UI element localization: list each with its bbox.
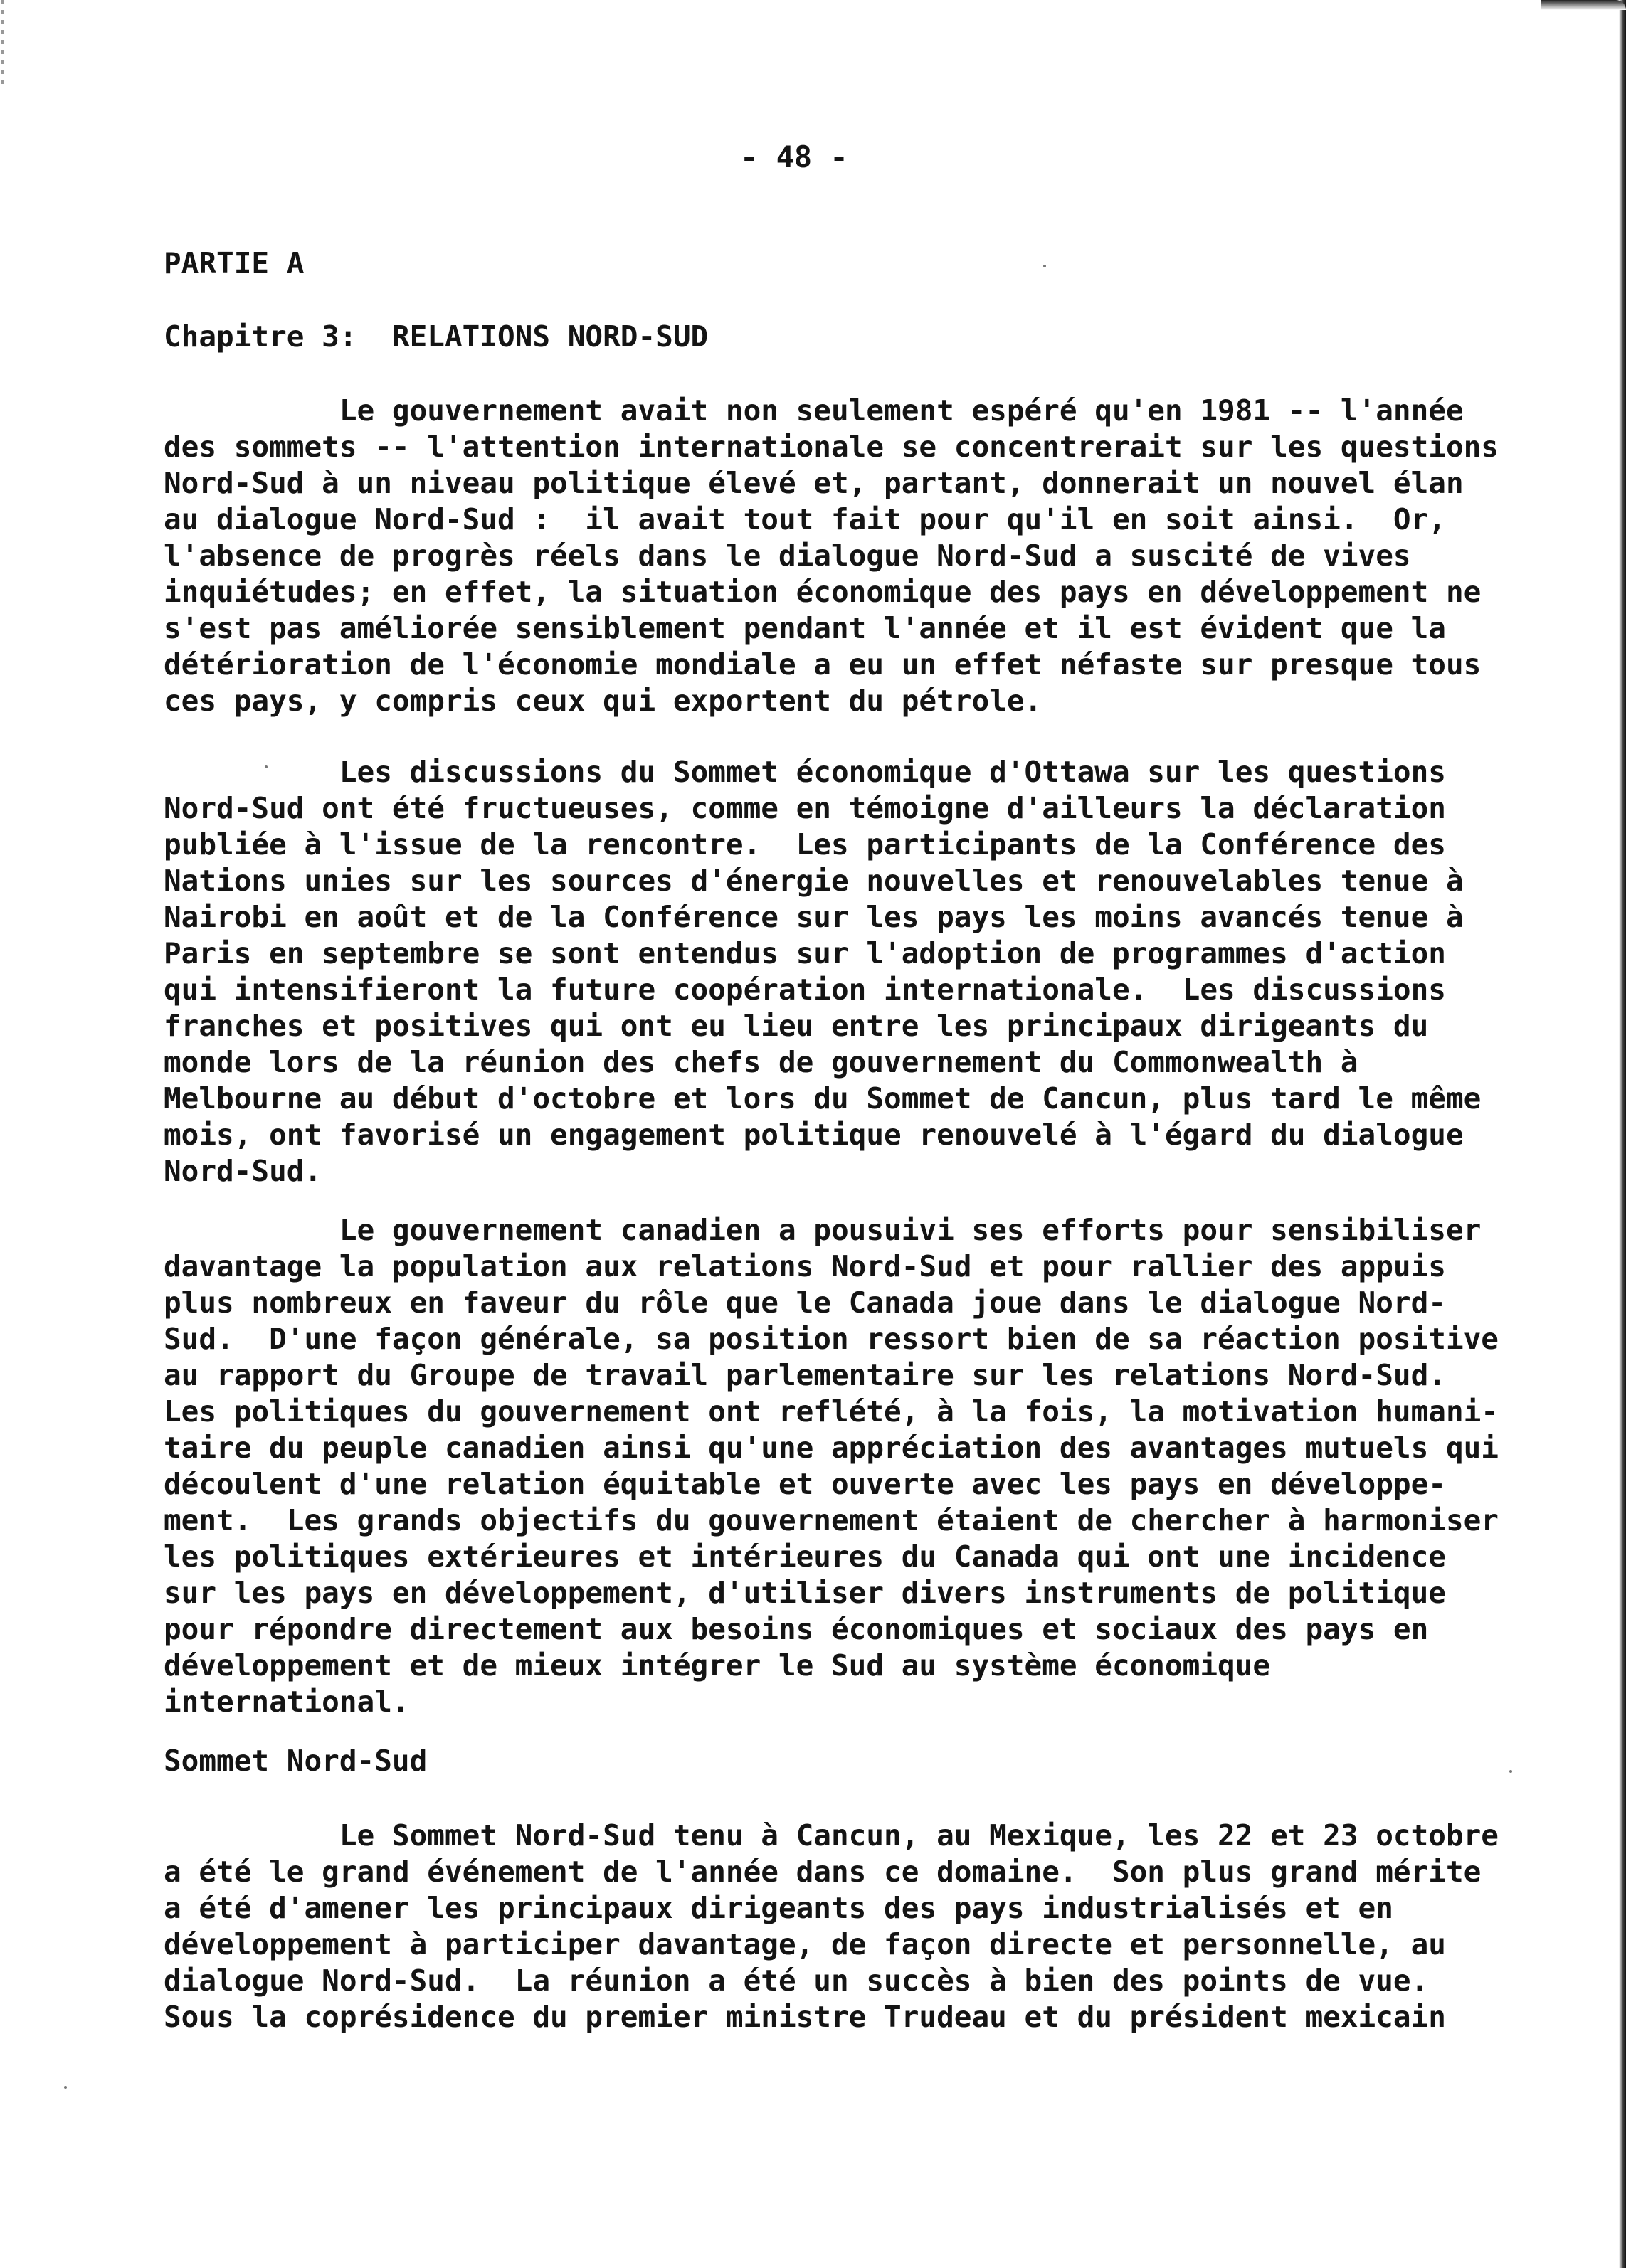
text-line: Nairobi en août et de la Conférence sur les pays les moins avancés tenue à [164, 900, 1464, 934]
text-line: détérioration de l'économie mondiale a eu un effet néfaste sur presque tous [164, 647, 1482, 682]
scan-corner-shadow [1541, 0, 1626, 10]
text-line: davantage la population aux relations Nord-Sud et pour rallier des appuis [164, 1249, 1446, 1283]
text-line: sur les pays en développement, d'utiliser divers instruments de politique [164, 1576, 1446, 1610]
paragraph-3 [164, 1212, 1509, 1720]
text-line: s'est pas améliorée sensiblement pendant l'année et il est évident que la [164, 611, 1446, 645]
text-line: Paris en septembre se sont entendus sur l'adoption de programmes d'action [164, 936, 1446, 970]
text-line: Les discussions du Sommet économique d'Ottawa sur les questions [164, 755, 1446, 789]
scan-speck [64, 2086, 67, 2089]
text-line: Sud. D'une façon générale, sa position ressort bien de sa réaction positive [164, 1322, 1499, 1356]
text-line: Nord-Sud ont été fructueuses, comme en témoigne d'ailleurs la déclaration [164, 791, 1446, 825]
text-line: ment. Les grands objectifs du gouvernement étaient de chercher à harmoniser [164, 1503, 1499, 1537]
text-line: Sous la coprésidence du premier ministre Trudeau et du président mexicain [164, 2000, 1446, 2034]
text-line: franches et positives qui ont eu lieu entre les principaux dirigeants du [164, 1009, 1429, 1043]
paragraph-4 [164, 1818, 1509, 2035]
text-line: développement à participer davantage, de façon directe et personnelle, au [164, 1927, 1446, 1961]
text-line: découlent d'une relation équitable et ouverte avec les pays en développe- [164, 1467, 1446, 1501]
text-line: Le gouvernement avait non seulement espéré qu'en 1981 -- l'année [164, 393, 1464, 428]
text-line: développement et de mieux intégrer le Sud au système économique [164, 1648, 1271, 1683]
text-line: pour répondre directement aux besoins économiques et sociaux des pays en [164, 1612, 1429, 1646]
section-heading: Sommet Nord-Sud [164, 1744, 428, 1778]
text-line: a été d'amener les principaux dirigeants des pays industrialisés et en [164, 1891, 1393, 1925]
text-line: au dialogue Nord-Sud : il avait tout fait pour qu'il en soit ainsi. Or, [164, 502, 1446, 536]
chapter-title: Chapitre 3: RELATIONS NORD-SUD [164, 319, 709, 354]
text-line: Les politiques du gouvernement ont reflété, à la fois, la motivation humani- [164, 1394, 1499, 1429]
paragraph-1 [164, 393, 1509, 719]
text-line: des sommets -- l'attention internationale se concentrerait sur les questions [164, 430, 1499, 464]
text-line: plus nombreux en faveur du rôle que le Canada joue dans le dialogue Nord- [164, 1286, 1446, 1320]
text-line: Nord-Sud à un niveau politique élevé et, partant, donnerait un nouvel élan [164, 466, 1464, 500]
scan-left-margin-marks [1, 0, 4, 85]
page-number: - 48 - [740, 139, 848, 174]
text-line: au rapport du Groupe de travail parlementaire sur les relations Nord-Sud. [164, 1358, 1446, 1392]
text-line: a été le grand événement de l'année dans ce domaine. Son plus grand mérite [164, 1855, 1482, 1889]
text-line: Melbourne au début d'octobre et lors du Sommet de Cancun, plus tard le même [164, 1081, 1482, 1116]
text-line: Le Sommet Nord-Sud tenu à Cancun, au Mexique, les 22 et 23 octobre [164, 1818, 1499, 1853]
paragraph-2 [164, 754, 1509, 1189]
text-line: publiée à l'issue de la rencontre. Les participants de la Conférence des [164, 827, 1446, 862]
text-line: ces pays, y compris ceux qui exportent du pétrole. [164, 684, 1042, 718]
scan-speck [1043, 265, 1046, 267]
text-line: Le gouvernement canadien a pousuivi ses efforts pour sensibiliser [164, 1213, 1482, 1247]
text-line: Nations unies sur les sources d'énergie nouvelles et renouvelables tenue à [164, 864, 1464, 898]
scan-edge-shadow [1619, 0, 1626, 2268]
text-line: inquiétudes; en effet, la situation économique des pays en développement ne [164, 575, 1482, 609]
text-line: monde lors de la réunion des chefs de gouvernement du Commonwealth à [164, 1045, 1358, 1079]
text-line: dialogue Nord-Sud. La réunion a été un succès à bien des points de vue. [164, 1964, 1429, 1998]
scan-speck [1509, 1770, 1512, 1773]
text-line: qui intensifieront la future coopération internationale. Les discussions [164, 973, 1446, 1007]
text-line: mois, ont favorisé un engagement politique renouvelé à l'égard du dialogue [164, 1118, 1464, 1152]
text-line: international. [164, 1685, 410, 1719]
text-line: les politiques extérieures et intérieures du Canada qui ont une incidence [164, 1540, 1446, 1574]
text-line: Nord-Sud. [164, 1154, 322, 1188]
text-line: l'absence de progrès réels dans le dialogue Nord-Sud a suscité de vives [164, 539, 1411, 573]
text-line: taire du peuple canadien ainsi qu'une appréciation des avantages mutuels qui [164, 1431, 1499, 1465]
part-title: PARTIE A [164, 246, 305, 280]
